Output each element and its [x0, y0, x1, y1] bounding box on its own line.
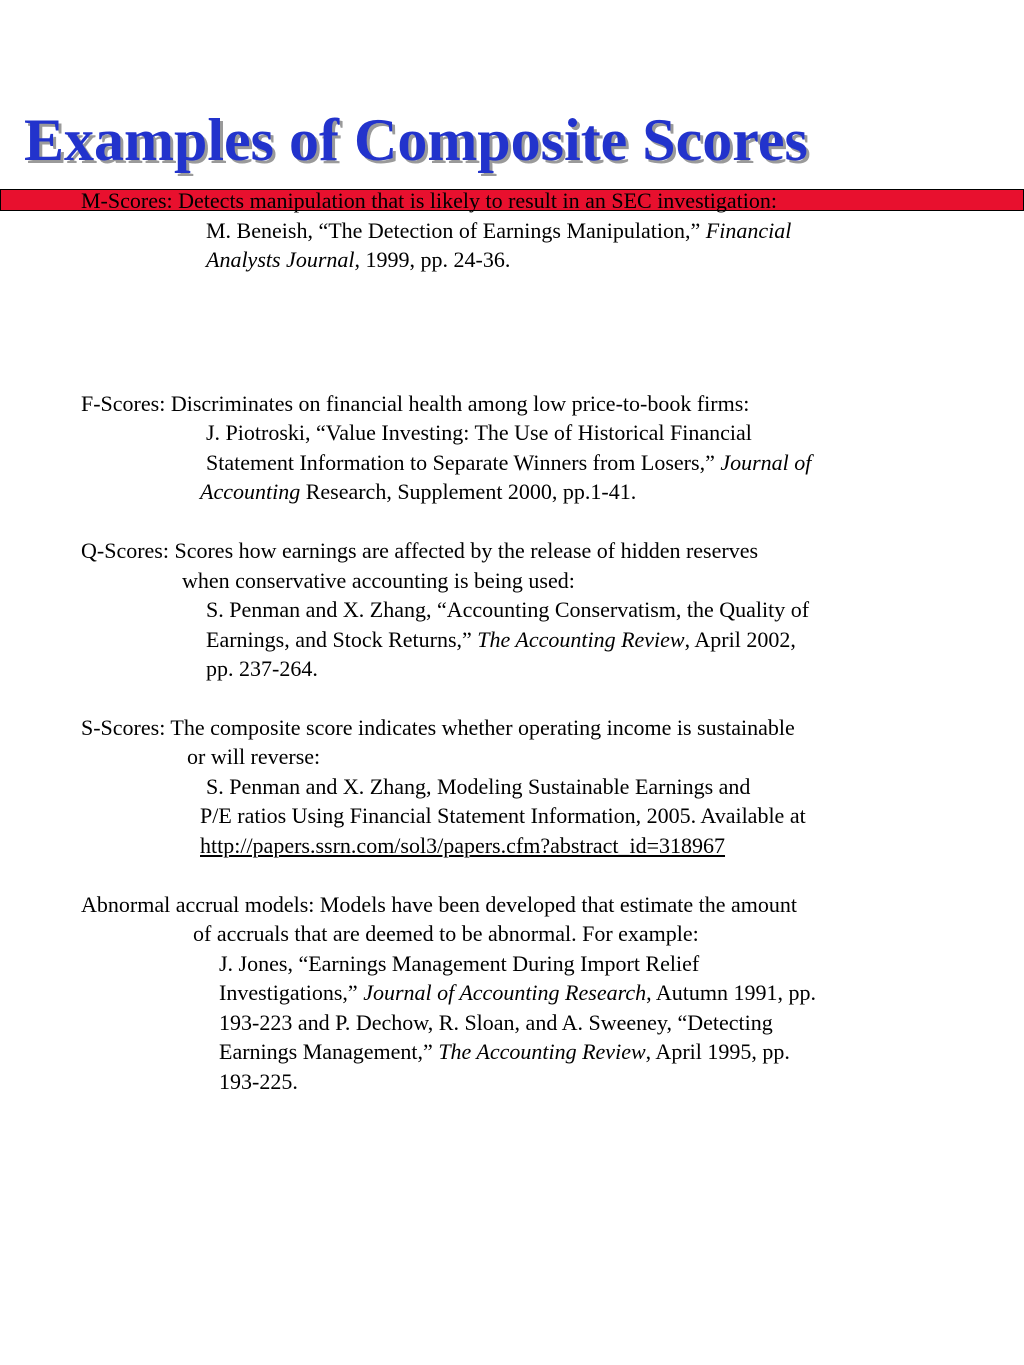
s-scores-reference-line-2: P/E ratios Using Financial Statement Information, 2005. Available at — [200, 803, 806, 828]
q-scores-ref-date: , April 2002, — [684, 627, 796, 652]
abnormal-accruals-ref-date: , Autumn 1991, pp. — [646, 980, 816, 1005]
s-scores-reference-link-line — [200, 831, 725, 861]
abnormal-accruals-ref-date-2: , April 1995, pp. — [645, 1039, 790, 1064]
m-scores-description: M-Scores: Detects manipulation that is likely to result in an SEC investigation: — [81, 188, 777, 213]
f-scores-reference-line-1: J. Piotroski, “Value Investing: The Use of Historical Financial — [206, 420, 752, 445]
q-scores-description-cont: when conservative accounting is being used: — [182, 568, 575, 593]
m-scores-ref-text: M. Beneish, “The Detection of Earnings Manipulation,” — [206, 218, 706, 243]
q-scores-reference-line-3: pp. 237-264. — [206, 656, 318, 681]
q-scores-description: Q-Scores: Scores how earnings are affected by the release of hidden reserves — [81, 538, 759, 563]
page-title: Examples of Composite Scores — [24, 107, 808, 173]
s-scores-description: S-Scores: The composite score indicates whether operating income is sustainable — [81, 715, 795, 740]
m-scores-reference-line-1 — [206, 216, 791, 246]
q-scores-ref-journal: The Accounting Review — [477, 627, 685, 652]
ssrn-paper-link[interactable]: http://papers.ssrn.com/sol3/papers.cfm?abstract_id=318967 — [200, 833, 726, 858]
f-scores-reference-line-2 — [206, 448, 811, 478]
abnormal-accruals-reference-line-3: 193-223 and P. Dechow, R. Sloan, and A. Sweeney, “Detecting — [219, 1010, 773, 1035]
abnormal-accruals-ref-text: Investigations,” — [219, 980, 364, 1005]
m-scores-ref-journal: Financial — [705, 218, 792, 243]
f-scores-ref-text: Statement Information to Separate Winners from Losers,” — [206, 450, 721, 475]
abnormal-accruals-description-cont: of accruals that are deemed to be abnormal. For example: — [193, 921, 699, 946]
abnormal-accruals-reference-line-4 — [219, 1037, 790, 1067]
f-scores-reference-line-3 — [200, 477, 636, 507]
abnormal-accruals-ref-journal: Journal of Accounting Research — [363, 980, 647, 1005]
q-scores-ref-text: Earnings, and Stock Returns,” — [206, 627, 478, 652]
s-scores-reference-line-1: S. Penman and X. Zhang, Modeling Sustainable Earnings and — [206, 774, 751, 799]
f-scores-description: F-Scores: Discriminates on financial health among low price-to-book firms: — [81, 391, 750, 416]
f-scores-ref-journal: Journal of — [720, 450, 812, 475]
m-scores-ref-journal-cont: Analysts Journal — [206, 247, 355, 272]
s-scores-description-cont: or will reverse: — [187, 744, 321, 769]
m-scores-reference-line-2 — [206, 245, 510, 275]
abnormal-accruals-ref-journal-2: The Accounting Review — [438, 1039, 646, 1064]
abnormal-accruals-reference-line-5: 193-225. — [219, 1069, 298, 1094]
q-scores-reference-line-1: S. Penman and X. Zhang, “Accounting Conservatism, the Quality of — [206, 597, 810, 622]
f-scores-ref-journal-cont: Accounting — [200, 479, 301, 504]
abnormal-accruals-reference-line-1: J. Jones, “Earnings Management During Import Relief — [219, 951, 700, 976]
q-scores-reference-line-2 — [206, 625, 796, 655]
abnormal-accruals-ref-text-2: Earnings Management,” — [219, 1039, 439, 1064]
m-scores-ref-text-cont: , 1999, pp. 24-36. — [354, 247, 511, 272]
abnormal-accruals-description: Abnormal accrual models: Models have been developed that estimate the amount — [81, 892, 797, 917]
abnormal-accruals-reference-line-2 — [219, 978, 816, 1008]
f-scores-ref-text-cont: Research, Supplement 2000, pp.1-41. — [300, 479, 637, 504]
